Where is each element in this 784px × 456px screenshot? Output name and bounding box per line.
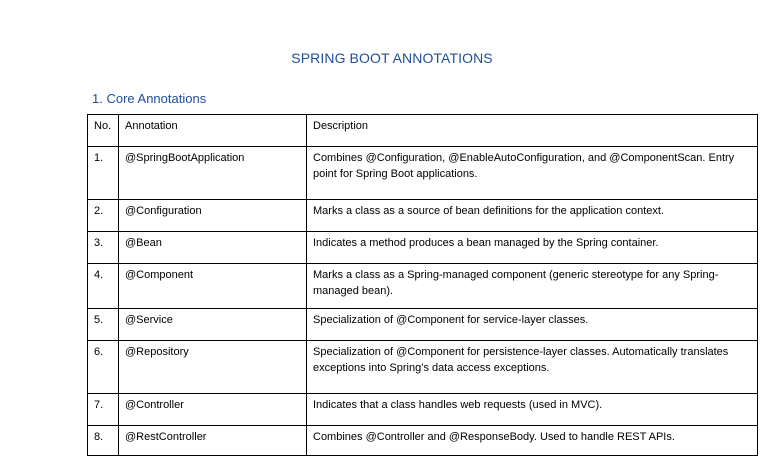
row-number: 3.	[88, 232, 119, 264]
table-row	[88, 309, 758, 341]
row-annotation: @Repository	[119, 341, 307, 394]
document-title: SPRING BOOT ANNOTATIONS	[291, 50, 493, 66]
table-row	[88, 232, 758, 264]
row-annotation: @Component	[119, 264, 307, 309]
row-description: Marks a class as a source of bean definitions for the application context.	[307, 200, 758, 232]
row-description: Indicates that a class handles web requests (used in MVC).	[307, 394, 758, 426]
row-annotation: @Controller	[119, 394, 307, 426]
row-number: 6.	[88, 341, 119, 394]
row-annotation: @Configuration	[119, 200, 307, 232]
table-row	[88, 200, 758, 232]
row-description: Specialization of @Component for persistence-layer classes. Automatically translates exceptions into Spring’s data access exceptions.	[307, 341, 758, 394]
row-number: 5.	[88, 309, 119, 341]
section-heading: 1. Core Annotations	[92, 91, 207, 106]
row-number: 2.	[88, 200, 119, 232]
table-row	[88, 264, 758, 309]
row-number: 8.	[88, 426, 119, 456]
row-description: Indicates a method produces a bean managed by the Spring container.	[307, 232, 758, 264]
table-row	[88, 341, 758, 394]
row-annotation: @Service	[119, 309, 307, 341]
row-annotation: @RestController	[119, 426, 307, 456]
table-row	[88, 394, 758, 426]
row-description: Specialization of @Component for service-layer classes.	[307, 309, 758, 341]
header-description: Description	[307, 115, 758, 147]
header-annotation: Annotation	[119, 115, 307, 147]
row-description: Combines @Configuration, @EnableAutoConfiguration, and @ComponentScan. Entry point for Spring Boot applications.	[307, 147, 758, 200]
header-no: No.	[88, 115, 119, 147]
row-description: Combines @Controller and @ResponseBody. Used to handle REST APIs.	[307, 426, 758, 456]
row-number: 4.	[88, 264, 119, 309]
row-number: 1.	[88, 147, 119, 200]
annotations-table	[87, 114, 758, 456]
row-description: Marks a class as a Spring-managed component (generic stereotype for any Spring-managed bean).	[307, 264, 758, 309]
table-row	[88, 147, 758, 200]
row-number: 7.	[88, 394, 119, 426]
table-header-row	[88, 115, 758, 147]
row-annotation: @Bean	[119, 232, 307, 264]
row-annotation: @SpringBootApplication	[119, 147, 307, 200]
